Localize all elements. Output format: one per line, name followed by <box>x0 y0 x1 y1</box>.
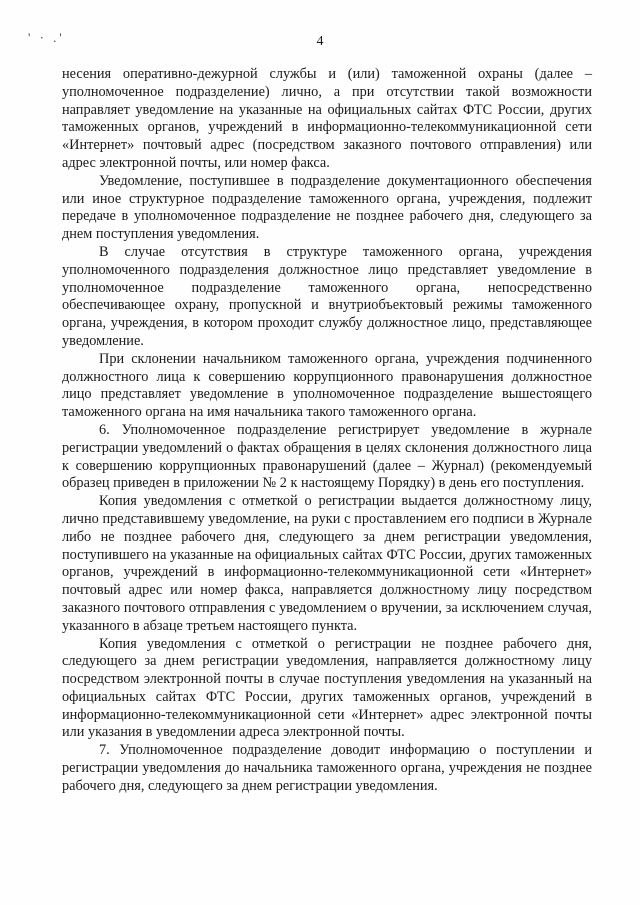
paragraph: При склонении начальником таможенного органа, учреждения подчиненного должностного лица к совершению коррупционного правонарушения должностное лицо представляет уведомление в уполномоченное подразделение вышестоящего таможенного органа на имя начальника такого таможенного органа. <box>62 350 592 421</box>
paragraph: В случае отсутствия в структуре таможенного органа, учреждения уполномоченного подразделения должностное лицо представляет уведомление в уполномоченное подразделение таможенного органа, непосредственно обеспечивающее охрану, пропускной и внутриобъектовый режимы таможенного органа, учреждения, в котором проходит службу должностное лицо, представляющее уведомление. <box>62 243 592 349</box>
paragraph-item-7: 7. Уполномоченное подразделение доводит информацию о поступлении и регистрации уведомления до начальника таможенного органа, учреждения не позднее рабочего дня, следующего за днем регистрации уведомления. <box>62 742 592 794</box>
scan-marks: ' · .' <box>28 30 65 45</box>
paragraph: Уведомление, поступившее в подразделение документационного обеспечения или иное структурное подразделение таможенного органа, учреждения, подлежит передаче в уполномоченное подразделение не позднее рабочего дня, следующего за днем поступления уведомления. <box>62 172 592 243</box>
paragraph-continuation: несения оперативно-дежурной службы и (или) таможенной охраны (далее – уполномоченное подразделение) лично, а при отсутствии такой возможности направляет уведомление на указанные на официальных сайтах ФТС России, других таможенных органов, учреждений в информационно-телекоммуникационной сети «Интернет» почтовый адрес (посредством заказного почтового отправления) или адрес электронной почты, или номер факса. <box>62 66 592 171</box>
paragraph: Копия уведомления с отметкой о регистрации выдается должностному лицу, лично представившему уведомление, на руки с проставлением его подписи в Журнале либо не позднее рабочего дня, следующего за днем регистрации уведомления, поступившего на указанные на официальных сайтах ФТС России, других таможенных органов, учреждений в информационно-телекоммуникационной сети «Интернет» почтовый адрес или номер факса, направляется должностному лицу посредством заказного почтового отправления с уведомлением о вручении, за исключением случая, указанного в абзаце третьем настоящего пункта. <box>62 493 592 634</box>
document-body <box>62 66 592 796</box>
page-number: 4 <box>316 34 324 49</box>
paragraph: Копия уведомления с отметкой о регистрации не позднее рабочего дня, следующего за днем регистрации уведомления, направляется должностному лицу посредством электронной почты в случае поступления уведомления на указанный на официальных сайтах ФТС России, других таможенных органов, учреждений в информационно-телекоммуникационной сети «Интернет» адрес электронной почты или указания в уведомлении адреса электронной почты. <box>62 635 592 741</box>
paragraph-item-6: 6. Уполномоченное подразделение регистрирует уведомление в журнале регистрации уведомлений о фактах обращения в целях склонения должностного лица к совершению коррупционных правонарушений (далее – Журнал) (рекомендуемый образец приведен в приложении № 2 к настоящему Порядку) в день его поступления. <box>62 421 592 492</box>
